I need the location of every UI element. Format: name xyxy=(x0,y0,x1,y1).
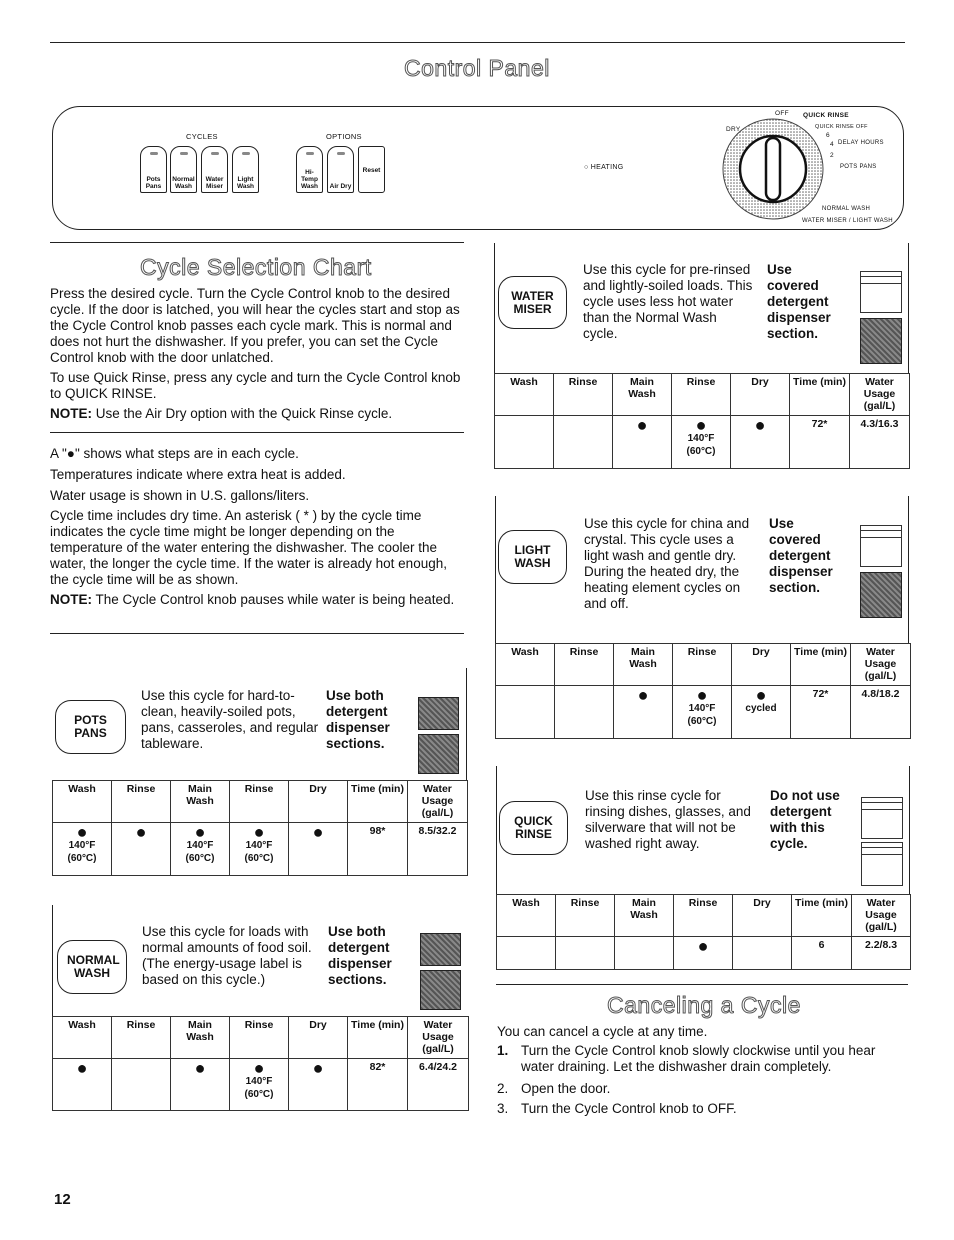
normal-wash-button[interactable]: NORMAL WASH xyxy=(57,940,127,994)
cell-rinse xyxy=(554,416,613,469)
dispenser-icon xyxy=(860,271,902,313)
header-time: Time (min) xyxy=(348,781,408,823)
normal-wash-table xyxy=(52,1016,469,1111)
cell-dry xyxy=(733,937,792,970)
header-dry: Dry xyxy=(289,781,348,823)
header-main-wash: Main Wash xyxy=(613,374,672,416)
header-rinse: Rinse xyxy=(556,895,615,937)
knob-label-off: OFF xyxy=(775,110,789,117)
header-time: Time (min) xyxy=(348,1017,408,1059)
page-title: Control Panel xyxy=(404,55,550,81)
canceling-intro: You can cancel a cycle at any time. xyxy=(497,1024,708,1039)
block-border xyxy=(496,766,497,894)
cell-main-wash: ● 140°F (60°C) xyxy=(171,823,230,876)
note-knob-pauses: NOTE: The Cycle Control knob pauses while water is being heated. xyxy=(50,592,455,607)
cell-time: 82* xyxy=(348,1059,408,1111)
block-border xyxy=(909,766,910,894)
pots-pans-description: Use this cycle for hard-to-clean, heavily-soiled pots, pans, casseroles, and regular tableware. xyxy=(141,688,319,751)
cycle-selection-title: Cycle Selection Chart xyxy=(140,254,372,280)
quick-rinse-button[interactable]: QUICK RINSE xyxy=(499,801,568,855)
heating-led-icon: ○ xyxy=(584,164,591,171)
dispenser-icon xyxy=(861,842,903,886)
water-miser-button[interactable]: WATER MISER xyxy=(498,276,567,329)
header-wash: Wash xyxy=(53,781,112,823)
header-rinse: Rinse xyxy=(230,1017,289,1059)
cell-water-usage: 8.5/32.2 xyxy=(408,823,468,876)
header-main-wash: Main Wash xyxy=(171,781,230,823)
cycle-selection-para2: To use Quick Rinse, press any cycle and turn the Cycle Control knob to QUICK RINSE. xyxy=(50,370,461,401)
cycles-label: CYCLES xyxy=(186,132,218,141)
header-rinse: Rinse xyxy=(112,781,171,823)
water-miser-table xyxy=(494,373,910,469)
note-air-dry: NOTE: Use the Air Dry option with the Quick Rinse cycle. xyxy=(50,406,393,421)
cell-rinse xyxy=(112,1059,171,1111)
cell-rinse: ● 140°F (60°C) xyxy=(230,1059,289,1111)
header-wash: Wash xyxy=(495,374,554,416)
header-main-wash: Main Wash xyxy=(615,895,674,937)
header-wash: Wash xyxy=(496,644,555,686)
dispenser-icon xyxy=(860,318,902,364)
header-rinse: Rinse xyxy=(230,781,289,823)
cell-wash: ● xyxy=(53,1059,112,1111)
canceling-title: Canceling a Cycle xyxy=(607,992,801,1018)
quick-rinse-table xyxy=(496,894,911,970)
header-rinse: Rinse xyxy=(672,374,731,416)
water-miser-detergent: Use covered detergent dispenser section. xyxy=(767,262,831,341)
header-dry: Dry xyxy=(731,374,790,416)
normal-wash-description: Use this cycle for loads with normal amounts of food soil. (The energy-usage label is based on this cycle.) xyxy=(142,924,312,987)
pots-pans-button[interactable]: POTS PANS xyxy=(55,700,126,754)
cell-main-wash: ● xyxy=(613,416,672,469)
panel-button-hi-temp-wash[interactable]: Hi-Temp Wash xyxy=(296,146,323,193)
step-text: Open the door. xyxy=(521,1081,611,1096)
led-icon xyxy=(180,152,188,155)
header-water-usage: Water Usage (gal/L) xyxy=(851,644,911,686)
header-rinse: Rinse xyxy=(554,374,613,416)
header-water-usage: Water Usage (gal/L) xyxy=(408,781,468,823)
cell-rinse: ● xyxy=(112,823,171,876)
section-rule xyxy=(50,242,464,243)
options-label: OPTIONS xyxy=(326,132,362,141)
header-rinse: Rinse xyxy=(555,644,614,686)
legend-line-water: Water usage is shown in U.S. gallons/liters. xyxy=(50,488,310,503)
cell-water-usage: 4.3/16.3 xyxy=(850,416,910,469)
led-icon xyxy=(337,152,345,155)
light-wash-description: Use this cycle for china and crystal. This cycle uses a light wash and gentle dry. During the heated dry, the heating element cycles on and off. xyxy=(584,516,750,611)
step-number: 3. xyxy=(497,1101,509,1116)
panel-button-air-dry[interactable]: Air Dry xyxy=(327,146,354,193)
header-rinse: Rinse xyxy=(112,1017,171,1059)
cell-wash xyxy=(496,686,555,739)
header-main-wash: Main Wash xyxy=(614,644,673,686)
pots-pans-detergent: Use both detergent dispenser sections. xyxy=(326,688,390,751)
cell-main-wash: ● xyxy=(614,686,673,739)
knob-label-delay-hours: DELAY HOURS xyxy=(838,140,884,146)
header-water-usage: Water Usage (gal/L) xyxy=(852,895,911,937)
block-border xyxy=(466,668,467,780)
water-miser-description: Use this cycle for pre-rinsed and lightly-soiled loads. This cycle uses less hot water than the Normal Wash cycle. xyxy=(583,262,753,341)
cell-water-usage: 6.4/24.2 xyxy=(408,1059,469,1111)
knob-label-2: 2 xyxy=(830,152,834,159)
header-wash: Wash xyxy=(53,1017,112,1059)
legend-line-dot: A "●" shows what steps are in each cycle. xyxy=(50,446,299,461)
block-border xyxy=(908,243,909,373)
section-rule xyxy=(496,984,908,985)
cell-main-wash: ● xyxy=(171,1059,230,1111)
cell-water-usage: 4.8/18.2 xyxy=(851,686,911,739)
legend-line-time: Cycle time includes dry time. An asterisk ( * ) by the cycle time indicates the cycle time might be longer depending on the temperature of the water entering the dishwasher. The cooler the water, the longer the cycle time. If the water is already hot enough, the cycle time will be as shown. xyxy=(50,508,447,587)
cell-rinse: ● 140°F (60°C) xyxy=(672,416,731,469)
page-number: 12 xyxy=(54,1191,71,1208)
led-icon xyxy=(211,152,219,155)
led-icon xyxy=(242,152,250,155)
led-icon xyxy=(150,152,158,155)
dispenser-icon xyxy=(861,797,903,839)
quick-rinse-detergent: Do not use detergent with this cycle. xyxy=(770,788,840,851)
header-wash: Wash xyxy=(497,895,556,937)
cell-dry: ● xyxy=(289,1059,348,1111)
header-dry: Dry xyxy=(289,1017,348,1059)
cell-time: 6 xyxy=(792,937,852,970)
normal-wash-detergent: Use both detergent dispenser sections. xyxy=(328,924,392,987)
step-number: 1. xyxy=(497,1043,509,1058)
step-number: 2. xyxy=(497,1081,509,1096)
panel-button-pots-pans[interactable]: Pots Pans xyxy=(140,146,167,193)
knob-label-quick-rinse-off: QUICK RINSE OFF xyxy=(815,124,868,130)
panel-button-normal-wash[interactable]: Normal Wash xyxy=(170,146,197,193)
cell-rinse: ● xyxy=(674,937,733,970)
header-time: Time (min) xyxy=(792,895,852,937)
header-water-usage: Water Usage (gal/L) xyxy=(408,1017,469,1059)
cell-rinse: ● 140°F (60°C) xyxy=(673,686,732,739)
cell-wash: ● 140°F (60°C) xyxy=(53,823,112,876)
block-border xyxy=(52,905,53,1017)
cell-rinse xyxy=(555,686,614,739)
top-rule xyxy=(50,42,905,43)
dispenser-icon xyxy=(860,572,902,618)
knob-label-quick-rinse: QUICK RINSE xyxy=(803,112,849,119)
light-wash-button[interactable]: LIGHT WASH xyxy=(498,530,567,584)
panel-button-reset[interactable]: Reset xyxy=(358,146,385,193)
step-text: Turn the Cycle Control knob to OFF. xyxy=(521,1101,737,1116)
header-dry: Dry xyxy=(733,895,792,937)
header-dry: Dry xyxy=(732,644,791,686)
heating-indicator-label: ○ HEATING xyxy=(584,164,624,171)
cell-time: 72* xyxy=(790,416,850,469)
header-rinse: Rinse xyxy=(673,644,732,686)
light-wash-table xyxy=(495,643,911,739)
cell-rinse xyxy=(556,937,615,970)
cell-time: 72* xyxy=(791,686,851,739)
cell-dry: ● xyxy=(289,823,348,876)
panel-button-light-wash[interactable]: Light Wash xyxy=(232,146,259,193)
knob-label-4: 4 xyxy=(830,141,834,148)
header-main-wash: Main Wash xyxy=(171,1017,230,1059)
led-icon xyxy=(306,152,314,155)
header-time: Time (min) xyxy=(790,374,850,416)
pots-pans-table xyxy=(52,780,468,876)
cycle-selection-para1: Press the desired cycle. Turn the Cycle Control knob to the desired cycle. If the door is latched, you will hear the cycles start and stop as the Cycle Control knob passes each cycle mark. This is normal and does not hurt the dishwasher. If you prefer, you can set the Cycle Control knob with the door unlatched. xyxy=(50,286,460,365)
block-border xyxy=(908,496,909,644)
dispenser-icon xyxy=(420,933,461,966)
cell-water-usage: 2.2/8.3 xyxy=(852,937,911,970)
dispenser-icon xyxy=(418,734,459,774)
dispenser-icon xyxy=(418,697,459,730)
cell-main-wash xyxy=(615,937,674,970)
legend-line-temps: Temperatures indicate where extra heat is added. xyxy=(50,467,346,482)
knob-label-water-miser-light-wash: WATER MISER / LIGHT WASH xyxy=(802,218,893,224)
cell-rinse: ● 140°F (60°C) xyxy=(230,823,289,876)
header-rinse: Rinse xyxy=(674,895,733,937)
knob-label-dry: DRY xyxy=(726,126,741,133)
cell-wash xyxy=(497,937,556,970)
step-text: Turn the Cycle Control knob slowly clockwise until you hear water draining. Let the dishwasher drain completely. xyxy=(521,1043,876,1074)
knob-label-normal-wash: NORMAL WASH xyxy=(822,206,871,212)
dispenser-icon xyxy=(860,525,902,567)
cell-time: 98* xyxy=(348,823,408,876)
cell-wash xyxy=(495,416,554,469)
header-water-usage: Water Usage (gal/L) xyxy=(850,374,910,416)
section-rule xyxy=(50,633,464,634)
knob-label-6: 6 xyxy=(826,132,830,139)
knob-label-pots-pans: POTS PANS xyxy=(840,164,877,170)
panel-button-water-miser[interactable]: Water Miser xyxy=(201,146,228,193)
quick-rinse-description: Use this rinse cycle for rinsing dishes, glasses, and silverware that will not be washed right away. xyxy=(585,788,751,851)
block-border xyxy=(494,243,495,373)
cell-dry: ● cycled xyxy=(732,686,791,739)
light-wash-detergent: Use covered detergent dispenser section. xyxy=(769,516,833,595)
header-time: Time (min) xyxy=(791,644,851,686)
block-border xyxy=(495,496,496,644)
section-rule xyxy=(50,432,464,433)
dispenser-icon xyxy=(420,970,461,1010)
cell-dry: ● xyxy=(731,416,790,469)
